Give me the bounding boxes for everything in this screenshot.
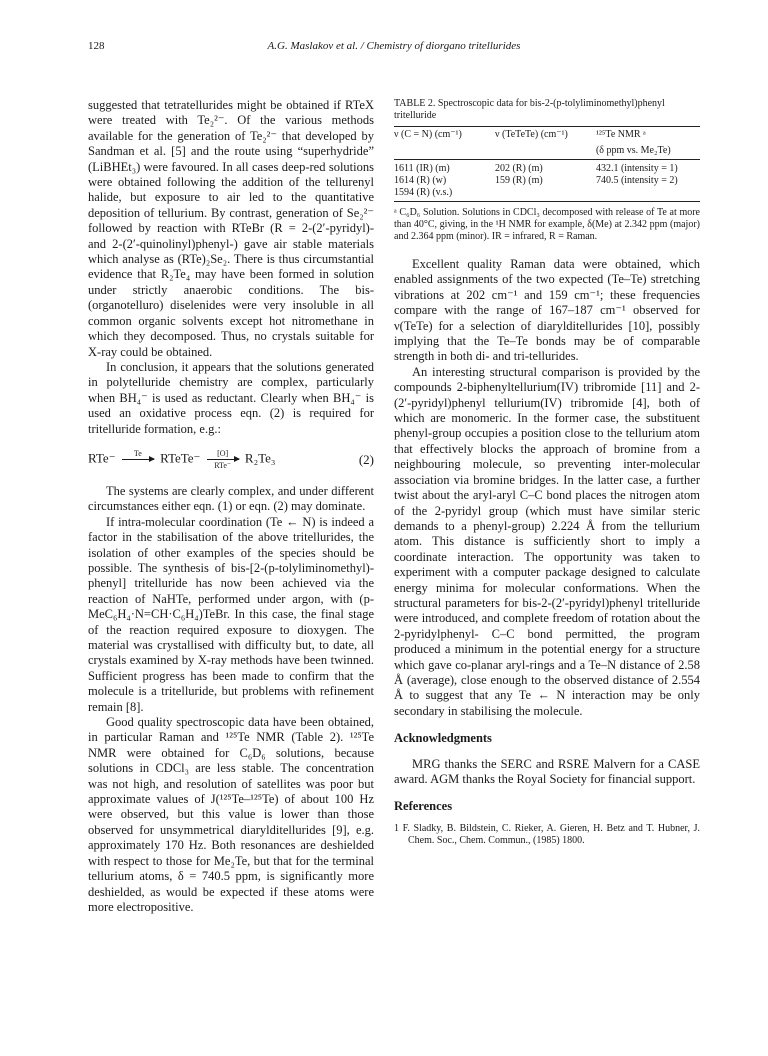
page-number: 128 <box>88 40 105 52</box>
table-caption: TABLE 2. Spectroscopic data for bis-2-(p-tolyliminomethyl)phenyl tritelluride <box>394 98 665 121</box>
body-paragraph: In conclusion, it appears that the solutions generated in polytelluride chemistry are complex, particularly when BH₄⁻ is used as reductant. Clearly when BH₄⁻ is used an oxidative process eqn. (2) is required for tritelluride formation, e.g.: <box>88 359 374 436</box>
table-header-cell: ¹²⁵Te NMR ᵃ <box>596 127 700 144</box>
table-row <box>394 187 700 202</box>
body-paragraph: The systems are clearly complex, and under different circumstances either eqn. (1) or eqn. (2) may dominate. <box>88 483 374 514</box>
table-cell: 432.1 (intensity = 1) <box>595 163 678 174</box>
arrow-label-above: Te <box>133 448 142 458</box>
body-paragraph: MRG thanks the SERC and RSRE Malvern for a CASE award. AGM thanks the Royal Society for financial support. <box>394 756 700 786</box>
arrow-label-below: RTe⁻ <box>214 460 232 470</box>
body-paragraph: Excellent quality Raman data were obtained, which enabled assignments of the two expected (Te–Te) stretching vibrations at 202 cm⁻¹ and 159 cm⁻¹; these frequencies compare with the range of 167–187 cm⁻¹ observed for ν(TeTe) for a selection of diarylditellurides [10], possibly implying that the Te–Te bonds may be of comparable strength in both di- and tri-tellurides. <box>394 257 700 364</box>
table-header-cell: ν (C = N) (cm⁻¹) <box>394 127 495 144</box>
left-column <box>88 98 374 915</box>
reaction-arrow <box>122 449 154 470</box>
arrow-label-above: [O] <box>217 448 229 458</box>
body-paragraph: Good quality spectroscopic data have been obtained, in particular Raman and ¹²⁵Te NMR (Table 2). ¹²⁵Te NMR were obtained for C₆D₆ solutions, because solutions in CDCl₃ are less stable. The concentration was not high, and resolution of satellites was poor but approximate values of J(¹²⁵Te–¹²⁵Te) of about 100 Hz were observed, but this value is lower than those observed for unsymmetrical diarylditellurides [9], e.g. approximately 170 Hz. Both resonances are deshielded with respect to those for Me₂Te, but that for the terminal tellurium atoms, δ = 740.5 ppm, is significantly more deshielded, as would be expected if these atoms were more electropositive. <box>88 715 374 914</box>
section-heading-acknowledgments: Acknowledgments <box>394 731 492 746</box>
equation-product: R₂Te₃ <box>244 450 276 466</box>
equation-intermediate: RTeTe⁻ <box>160 450 201 466</box>
table-row <box>394 175 700 187</box>
arrow-icon <box>122 459 154 460</box>
table-header-cell: ν (TeTeTe) (cm⁻¹) <box>495 127 596 144</box>
equation-reactant: RTe⁻ <box>88 450 116 466</box>
equation-number: (2) <box>358 451 374 467</box>
body-paragraph: suggested that tetratellurides might be obtained if RTeX were treated with Te₂²⁻. Of the various methods available for the generation of Te₂²⁻ that developed by Sandman et al. [5] and the route using “superhydride” (LiBHEt₃) were favoured. In all cases deep-red solutions were obtained following the addition of the tellurenyl halide, but exposure to air led to the quantitative deposition of tellurium. By contrast, generation of Se₂²⁻ followed by reaction with RTeBr (R = 2-(2′-pyridyl)- and 2-(2′-quinolinyl)phenyl-) gave air stable materials which analyse as (RTe)₂Se₂. There is thus circumstantial evidence that R₂Te₄ may have been formed in solution under strictly anaerobic conditions. The bis-(organotelluro) diselenides were very insoluble in all common organic solvents except hot nitromethane in which they decomposed. Thus, no crystals suitable for X-ray could be obtained. <box>88 98 374 359</box>
right-column <box>394 98 700 847</box>
table-cell: 1594 (R) (v.s.) <box>394 187 495 202</box>
arrow-icon <box>207 459 239 460</box>
body-paragraph: If intra-molecular coordination (Te ← N) is indeed a factor in the stabilisation of the above tritellurides, the isolation of other examples of the species should be possible. The synthesis of bis-[2-(p-tolyliminomethyl)-phenyl] tritelluride has now been achieved via the reaction of NaHTe, performed under argon, with (p-MeC₆H₄·N=CH·C₆H₄)TeBr. In this case, the final stage of the reaction required exposure to dioxygen. The material was crystallised with difficulty but, to date, all crystals examined by X-ray methods have been twinned. Sufficient progress has been made to confirm that the molecule is a tritelluride, but problems with refinement remain [8]. <box>88 514 374 714</box>
reference-list <box>394 823 700 847</box>
table-cell: 740.5 (intensity = 2) <box>595 175 678 186</box>
section-heading-references: References <box>394 799 453 814</box>
table-cell <box>596 187 700 202</box>
table-cell: 1611 (IR) (m) <box>394 163 450 174</box>
equation-expression <box>88 449 275 470</box>
table-footnote: ᵃ C₆D₆ Solution. Solutions in CDCl₃ decomposed with release of Te at more than 40°C, giving, in the ¹H NMR for example, δ(Me) at 2.342 ppm (major) and 2.364 ppm (minor). IR = infrared, R = Raman. <box>394 207 700 242</box>
table-cell <box>495 187 596 202</box>
table-cell: 202 (R) (m) <box>494 163 543 174</box>
reaction-arrow <box>207 449 239 470</box>
reference-item: 1 F. Sladky, B. Bildstein, C. Rieker, A. Gieren, H. Betz and T. Hubner, J. Chem. Soc., Chem. Commun., (1985) 1800. <box>394 822 700 846</box>
equation-2 <box>88 449 374 470</box>
running-header <box>88 40 700 56</box>
table-row <box>394 160 700 176</box>
running-title: A.G. Maslakov et al. / Chemistry of diorgano tritellurides <box>267 40 521 52</box>
table-header-subtitle: (δ ppm vs. Me₂Te) <box>595 145 671 156</box>
table-cell: 159 (R) (m) <box>494 175 543 186</box>
body-paragraph: An interesting structural comparison is provided by the compounds 2-biphenyltellurium(IV) tribromide [11] and 2-(2′-pyridyl)phenyl tellurium(IV) tribromide [4], both of which are monomeric. In the former case, the substituent phenyl-group occupies a position close to the tellurium atom that effectively blocks the approach of bromine from a neighbouring molecule, so preventing inter-molecular association via bromine bridges. In the latter case, a further twist about the aryl-aryl C–C bond places the nitrogen atom of the 2-pyridyl group (which must have similar steric demands to a phenyl-group) 2.224 Å from the tellurium atom. This distance is sufficiently short to imply a coordinate interaction. The opportunity was taken to experiment with a computer package designed to calculate energy minima for molecular conformations. When the structural parameters for bis-2-(2′-pyridyl)phenyl tritelluride were introduced, and complete freedom of rotation about the 2-pyridylphenyl- C–C bond permitted, the program produced a minimum in the potential energy for a structure which gave co-planar aryl-rings and a Te–N distance of 2.58 Å (average), close enough to the observed distance of 2.554 Å to suggest that any Te ← N interaction may be only secondary in stabilising the molecule. <box>394 364 700 718</box>
table-cell: 1614 (R) (w) <box>394 175 447 186</box>
data-table <box>394 126 700 202</box>
table-2 <box>394 98 700 243</box>
